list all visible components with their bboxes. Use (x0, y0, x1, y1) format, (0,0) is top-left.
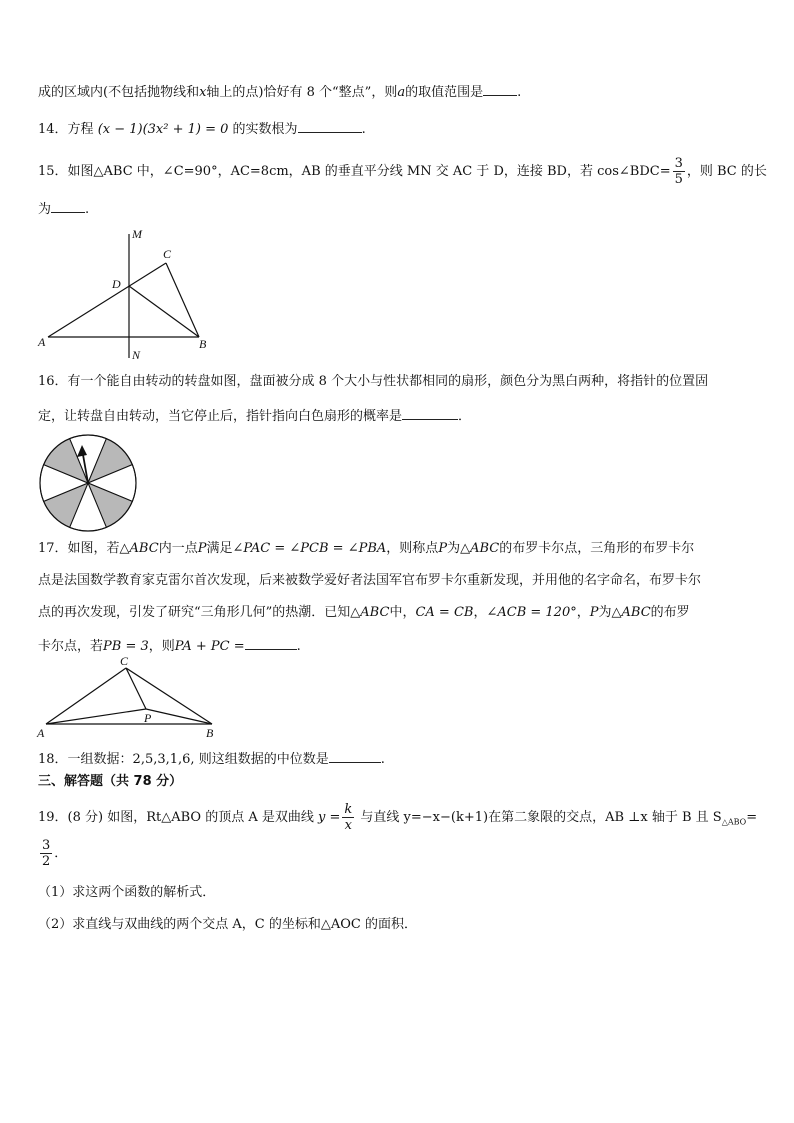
question-15-line2: 为 . (38, 199, 89, 219)
segment-db (129, 286, 199, 337)
figure-15-triangle (36, 226, 216, 362)
label-m: M (132, 227, 142, 241)
question-17-line2: 点是法国数学教育家克雷尔首次发现，后来被数学爱好者法国军官布罗卡尔重新发现，并用他的名字命名，布罗卡尔 (38, 573, 702, 588)
question-19-line2: $\frac{3}{2}$ ． (42, 838, 68, 869)
fraction: $\frac{3}{5}$ (674, 156, 683, 187)
question-16-line2: 定，让转盘自由转动，当它停止后，指针指向白色扇形的概率是 ． (38, 406, 471, 426)
question-18: 18．一组数据：2,5,3,1,6, 则这组数据的中位数是 . (38, 749, 385, 769)
fraction-k-over-x: $\frac{k}{x}$ (344, 802, 353, 833)
question-17-line3: 点的再次发现，引发了研究“三角形几何”的热潮．已知△ABC中，CA = CB，∠ACB = 120°，P为△ABC的布罗 (38, 605, 690, 620)
question-19: 19．(8 分) 如图，Rt△ABO 的顶点 A 是双曲线 y = $\frac{k}{x}$ 与直线 y=−x−(k+1)在第二象限的交点，AB ⊥x 轴于 B 且 $S_{\triangle ABO}=$ (38, 802, 758, 833)
equation: (x − 1)(3x² + 1) = 0 (97, 122, 229, 137)
question-17: 17．如图，若△ABC内一点P满足∠PAC = ∠PCB = ∠PBA，则称点P为△ABC的布罗卡尔点，三角形的布罗卡尔 (38, 541, 695, 556)
question-16: 16．有一个能自由转动的转盘如图，盘面被分成 8 个大小与性状都相同的扇形，颜色分为黑白两种，将指针的位置固 (38, 374, 709, 389)
section-title: 三、解答题（共 78 分） (38, 774, 183, 789)
segment-cb (166, 263, 199, 337)
label-c: C (163, 247, 172, 261)
answer-blank[interactable] (329, 749, 381, 763)
segment-ac (46, 668, 126, 724)
answer-blank[interactable] (51, 199, 85, 213)
segment-pb (146, 709, 212, 724)
q13-tail: 成的区域内(不包括抛物线和x轴上的点)恰好有 8 个“整点”，则a的取值范围是 . (38, 82, 521, 102)
answer-blank[interactable] (245, 636, 297, 650)
fraction: $\frac{3}{2}$ (42, 838, 51, 869)
answer-blank[interactable] (402, 406, 458, 420)
label-d: D (112, 277, 121, 291)
segment-pa (46, 709, 146, 724)
question-19-part2: （2）求直线与双曲线的两个交点 A，C 的坐标和△AOC 的面积． (38, 917, 417, 932)
label-c: C (120, 654, 129, 668)
question-14: 14．方程 (x − 1)(3x² + 1) = 0 的实数根为 . (38, 119, 366, 139)
label-b: B (199, 337, 207, 351)
answer-blank[interactable] (298, 119, 362, 133)
figure-17-triangle (34, 654, 224, 740)
label-a: A (37, 726, 45, 740)
label-b: B (206, 726, 214, 740)
label-a: A (38, 335, 46, 349)
segment-cb (126, 668, 212, 724)
label-p: P (144, 711, 152, 725)
question-19-part1: （1）求这两个函数的解析式． (38, 885, 216, 900)
figure-16-spinner (36, 433, 142, 533)
label-n: N (132, 348, 141, 362)
question-15: 15．如图△ABC 中，∠C=90°，AC=8cm，AB 的垂直平分线 MN 交 AC 于 D，连接 BD，若 cos∠BDC= $\frac{3}{5}$ ，则 BC 的长 (38, 156, 767, 187)
question-17-line4: 卡尔点，若PB = 3，则PA + PC = . (38, 636, 301, 656)
answer-blank[interactable] (483, 82, 517, 96)
